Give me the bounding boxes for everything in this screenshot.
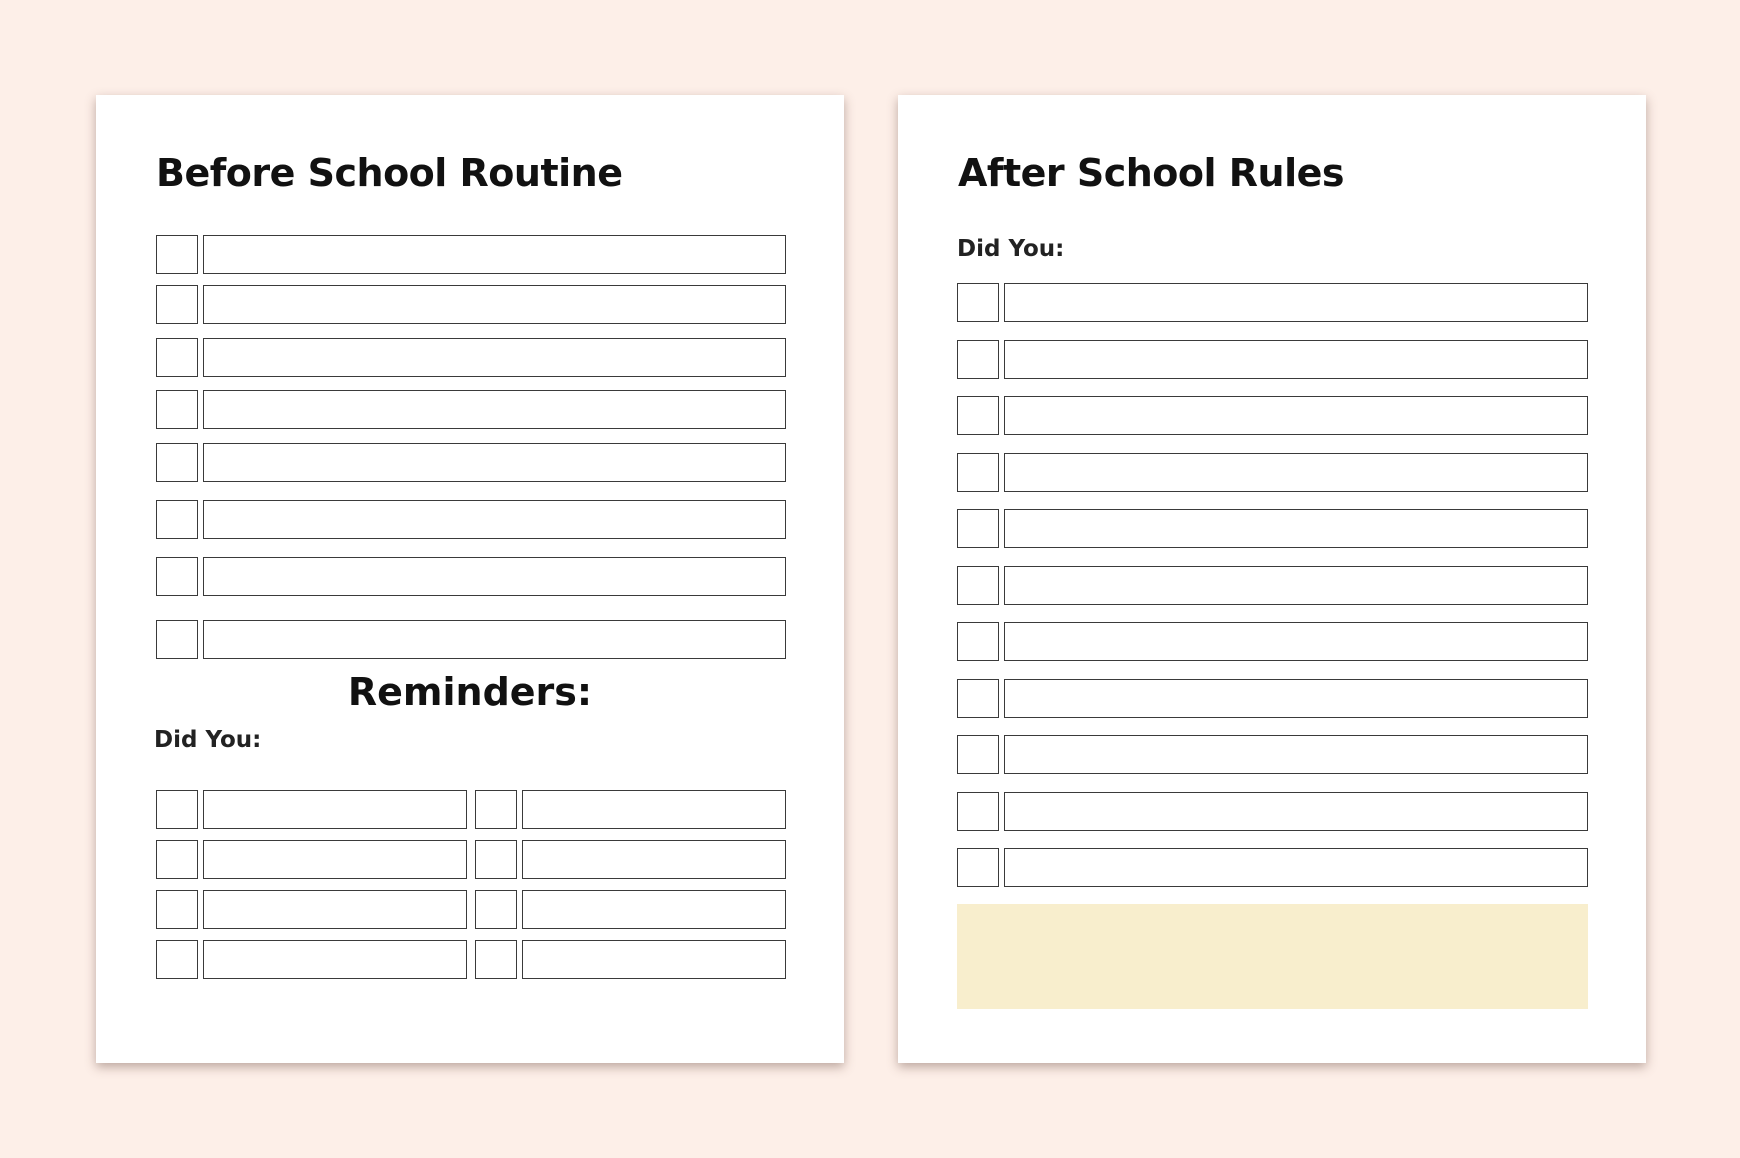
notes-area[interactable]: [957, 904, 1588, 1009]
checkbox[interactable]: [156, 620, 198, 659]
checkbox[interactable]: [156, 338, 198, 377]
routine-line[interactable]: [203, 285, 786, 324]
routine-line[interactable]: [203, 557, 786, 596]
reminder-line[interactable]: [203, 790, 467, 829]
rule-line[interactable]: [1004, 679, 1588, 718]
reminder-line[interactable]: [203, 840, 467, 879]
checkbox[interactable]: [156, 790, 198, 829]
reminder-line[interactable]: [203, 890, 467, 929]
routine-line[interactable]: [203, 235, 786, 274]
checkbox[interactable]: [156, 557, 198, 596]
checkbox[interactable]: [156, 890, 198, 929]
checkbox[interactable]: [957, 848, 999, 887]
checkbox[interactable]: [957, 566, 999, 605]
checkbox[interactable]: [957, 679, 999, 718]
checkbox[interactable]: [156, 390, 198, 429]
checkbox[interactable]: [957, 792, 999, 831]
checkbox[interactable]: [156, 840, 198, 879]
rule-line[interactable]: [1004, 509, 1588, 548]
checkbox[interactable]: [475, 890, 517, 929]
rule-line[interactable]: [1004, 566, 1588, 605]
checkbox[interactable]: [957, 735, 999, 774]
rule-line[interactable]: [1004, 792, 1588, 831]
reminder-line[interactable]: [522, 790, 786, 829]
checkbox[interactable]: [475, 790, 517, 829]
rule-line[interactable]: [1004, 453, 1588, 492]
reminder-line[interactable]: [522, 890, 786, 929]
rule-line[interactable]: [1004, 340, 1588, 379]
routine-line[interactable]: [203, 443, 786, 482]
checkbox[interactable]: [156, 443, 198, 482]
reminder-line[interactable]: [522, 840, 786, 879]
reminders-heading: Reminders:: [347, 670, 593, 714]
checkbox[interactable]: [957, 509, 999, 548]
routine-line[interactable]: [203, 500, 786, 539]
page-title-after-school-rules: After School Rules: [958, 151, 1344, 195]
before-school-routine-page: [96, 95, 844, 1063]
rule-line[interactable]: [1004, 283, 1588, 322]
routine-line[interactable]: [203, 390, 786, 429]
checkbox[interactable]: [475, 840, 517, 879]
checkbox[interactable]: [957, 340, 999, 379]
checkbox[interactable]: [957, 283, 999, 322]
reminder-line[interactable]: [203, 940, 467, 979]
checkbox[interactable]: [156, 500, 198, 539]
checkbox[interactable]: [156, 285, 198, 324]
did-you-label: Did You:: [154, 727, 262, 753]
checkbox[interactable]: [957, 453, 999, 492]
checkbox[interactable]: [475, 940, 517, 979]
checkbox[interactable]: [957, 622, 999, 661]
did-you-label: Did You:: [957, 236, 1065, 262]
page-title-before-school-routine: Before School Routine: [156, 151, 623, 195]
rule-line[interactable]: [1004, 735, 1588, 774]
checkbox[interactable]: [156, 235, 198, 274]
rule-line[interactable]: [1004, 396, 1588, 435]
routine-line[interactable]: [203, 620, 786, 659]
after-school-rules-page: [898, 95, 1646, 1063]
rule-line[interactable]: [1004, 622, 1588, 661]
routine-line[interactable]: [203, 338, 786, 377]
reminder-line[interactable]: [522, 940, 786, 979]
rule-line[interactable]: [1004, 848, 1588, 887]
checkbox[interactable]: [156, 940, 198, 979]
checkbox[interactable]: [957, 396, 999, 435]
